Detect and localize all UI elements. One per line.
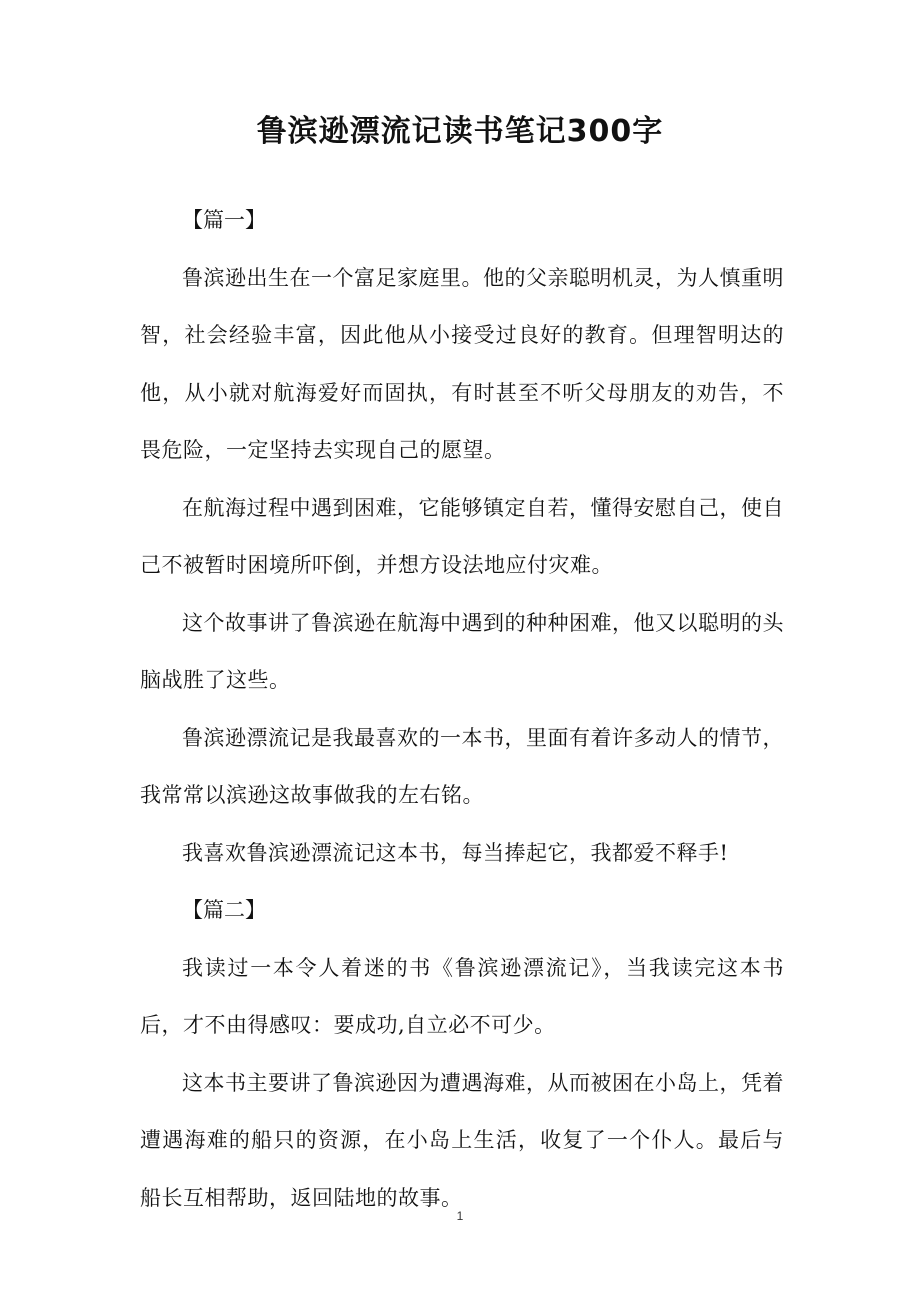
paragraph: 我读过一本令人着迷的书《鲁滨逊漂流记》，当我读完这本书后，才不由得感叹：要成功,自立必不可少。 (140, 955, 784, 1037)
paragraph: 我喜欢鲁滨逊漂流记这本书，每当捧起它，我都爱不释手! (182, 840, 729, 865)
section-heading-1: 【篇一】 (182, 208, 266, 232)
document-title: 鲁滨逊漂流记读书笔记300字 (256, 114, 664, 149)
section-heading-2: 【篇二】 (182, 898, 266, 922)
page-number: 1 (456, 1209, 464, 1223)
paragraph: 在航海过程中遇到困难，它能够镇定自若，懂得安慰自己，使自己不被暂时困境所吓倒，并想方设法地应付灾难。 (140, 495, 784, 577)
document-body (140, 192, 784, 1227)
paragraph: 这个故事讲了鲁滨逊在航海中遇到的种种困难，他又以聪明的头脑战胜了这些。 (140, 610, 784, 692)
paragraph: 鲁滨逊漂流记是我最喜欢的一本书，里面有着许多动人的情节，我常常以滨逊这故事做我的左右铭。 (140, 725, 784, 807)
paragraph: 鲁滨逊出生在一个富足家庭里。他的父亲聪明机灵，为人慎重明智，社会经验丰富，因此他从小接受过良好的教育。但理智明达的他，从小就对航海爱好而固执，有时甚至不听父母朋友的劝告，不畏危险，一定坚持去实现自己的愿望。 (140, 265, 784, 462)
paragraph: 这本书主要讲了鲁滨逊因为遭遇海难，从而被困在小岛上，凭着遭遇海难的船只的资源，在小岛上生活，收复了一个仆人。最后与船长互相帮助，返回陆地的故事。 (140, 1070, 784, 1210)
